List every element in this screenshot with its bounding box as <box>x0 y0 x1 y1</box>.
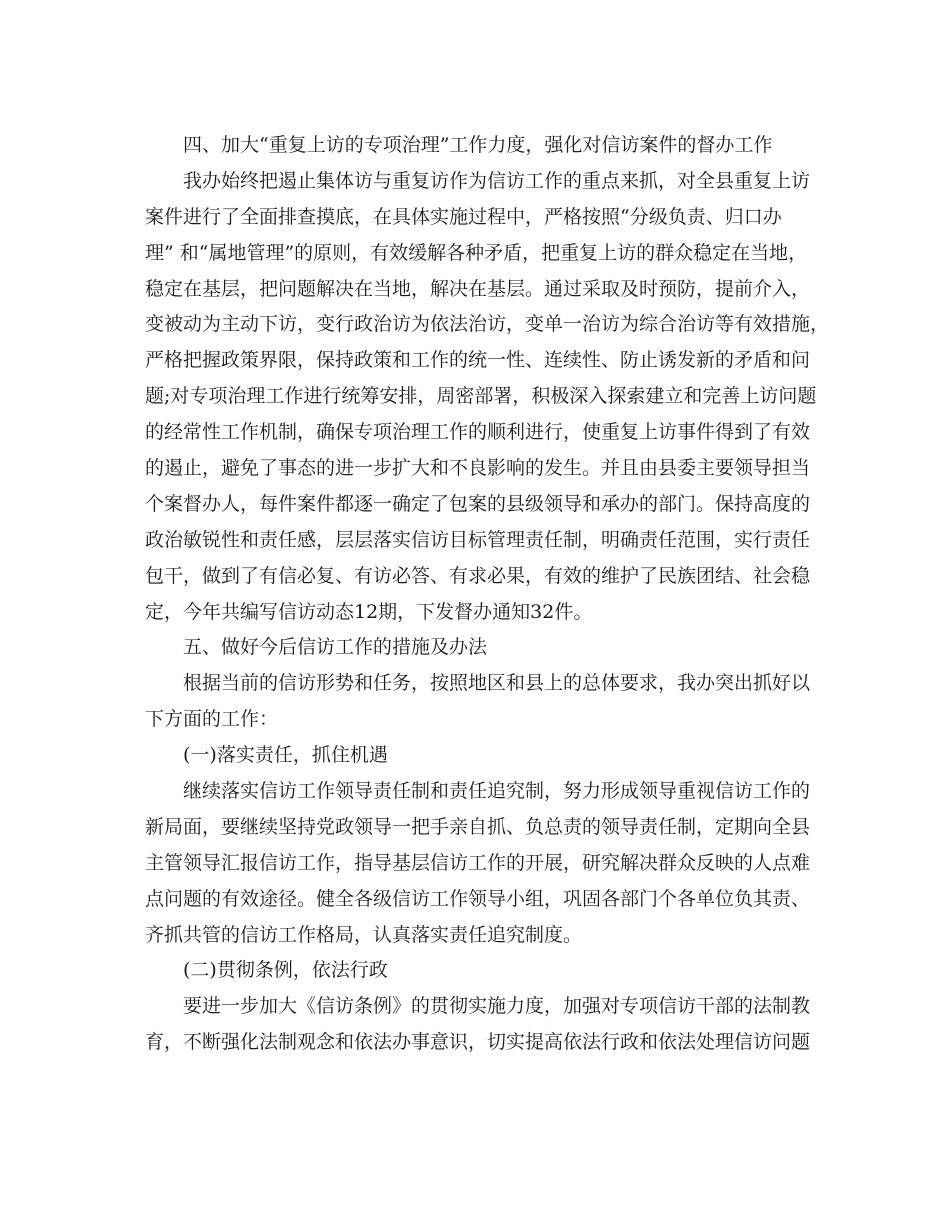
text-line: 四、加大“重复上访的专项治理”工作力度，强化对信访案件的督办工作 <box>183 134 773 156</box>
text-line: 五、做好今后信访工作的措施及办法 <box>183 636 488 659</box>
text-line: 育，不断强化法制观念和依法办事意识，切实提高依法行政和依法处理信访问题 <box>145 1031 811 1054</box>
text-line: 根据当前的信访形势和任务，按照地区和县上的总体要求，我办突出抓好以 <box>183 672 811 695</box>
text-line: 严格把握政策界限，保持政策和工作的统一性、连续性、防止诱发新的矛盾和问 <box>145 349 811 372</box>
text-line: 点问题的有效途径。健全各级信访工作领导小组，巩固各部门个各单位负其责、 <box>145 887 811 910</box>
document-body <box>145 128 830 1061</box>
text-line: 案件进行了全面排查摸底，在具体实施过程中，严格按照“分级负责、归口办 <box>145 205 782 228</box>
text-line: 政治敏锐性和责任感，层层落实信访目标管理责任制，明确责任范围，实行责任 <box>145 528 811 551</box>
text-line: 个案督办人，每件案件都逐一确定了包案的县级领导和承办的部门。保持高度的 <box>145 492 811 515</box>
text-line: 主管领导汇报信访工作，指导基层信访工作的开展，研究解决群众反映的人点难 <box>145 851 811 874</box>
text-line: (一)落实责任，抓住机遇 <box>183 744 388 767</box>
text-line: 齐抓共管的信访工作格局，认真落实责任追究制度。 <box>145 923 583 946</box>
text-line: 理” 和“属地管理”的原则，有效缓解各种矛盾，把重复上访的群众稳定在当地， <box>145 241 808 264</box>
text-line: 定，今年共编写信访动态12期，下发督办通知32件。 <box>145 600 593 623</box>
text-line: 继续落实信访工作领导责任制和责任追究制，努力形成领导重视信访工作的 <box>183 780 811 803</box>
text-line: 变被动为主动下访，变行政治访为依法治访，变单一治访为综合治访等有效措施， <box>145 313 830 336</box>
text-line: 的经常性工作机制，确保专项治理工作的顺利进行，使重复上访事件得到了有效 <box>145 421 811 444</box>
text-line: 要进一步加大《信访条例》的贯彻实施力度，加强对专项信访干部的法制教 <box>183 995 811 1018</box>
text-line: (二)贯彻条例，依法行政 <box>183 959 388 982</box>
text-line: 我办始终把遏止集体访与重复访作为信访工作的重点来抓，对全县重复上访 <box>183 169 811 192</box>
text-line: 包干，做到了有信必复、有访必答、有求必果，有效的维护了民族团结、社会稳 <box>145 564 811 587</box>
text-line: 下方面的工作： <box>145 708 279 731</box>
text-line: 题;对专项治理工作进行统筹安排，周密部署，积极深入探索建立和完善上访问题 <box>145 385 817 408</box>
text-line: 新局面，要继续坚持党政领导一把手亲自抓、负总责的领导责任制，定期向全县 <box>145 815 811 838</box>
text-line: 的遏止，避免了事态的进一步扩大和不良影响的发生。并且由县委主要领导担当 <box>145 457 811 480</box>
text-line: 稳定在基层，把问题解决在当地，解决在基层。通过采取及时预防，提前介入， <box>145 277 811 300</box>
